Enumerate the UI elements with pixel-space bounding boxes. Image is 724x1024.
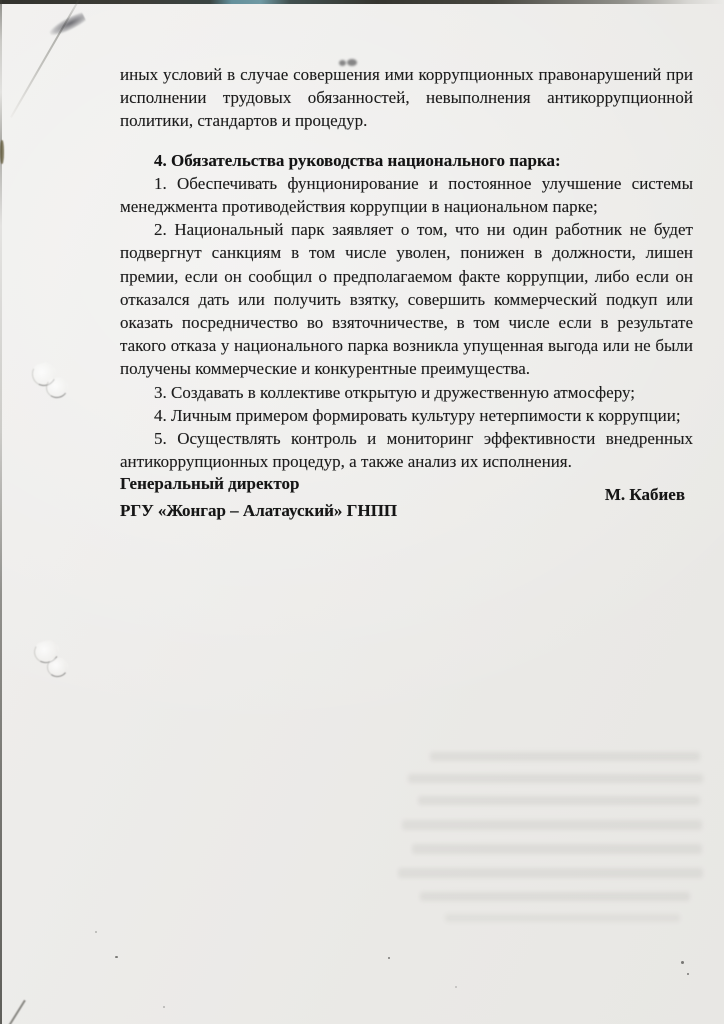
list-item-2: 2. Национальный парк заявляет о том, что ни один работник не будет подвергнут санкциям в том числе уволен, понижен в должности, лишен премии, если он сообщил о предполагаемом факте коррупции, либо если он отказался дать или получить взятку, совершить коммерческий подкуп или оказать посредничество во взяточничестве, в том числе если в результате такого отказа у национального парка возникла упущенная выгода или не были получены коммерческие и конкурентные преимущества. (120, 220, 693, 379)
edge-stain-mark (0, 140, 4, 164)
bleed-through-text (402, 820, 702, 830)
dust-speck (681, 961, 684, 964)
list-item-1: 1. Обеспечивать фунционирование и постоянное улучшение системы менеджмента противодействия коррупции в национальном парке; (120, 173, 693, 217)
dust-speck (388, 957, 390, 959)
crease-shadow-mark (47, 11, 86, 39)
bleed-through-text (412, 844, 702, 854)
bleed-through-text (398, 868, 703, 878)
bleed-through-text (418, 796, 700, 805)
paragraph-continuation: иных условий в случае совершения ими коррупционных правонарушений при исполнении трудовых обязанностей, невыполнения антикоррупционной политики, стандартов и процедур. (120, 65, 693, 131)
bleed-through-text (408, 774, 703, 783)
dust-speck (455, 986, 457, 988)
signer-position-line2: РГУ «Жонгар – Алатауский» ГНПП (120, 501, 398, 520)
signature-block (120, 470, 693, 524)
bleed-through-text (430, 752, 700, 761)
scanner-edge-top (0, 0, 724, 4)
bleed-through-text (445, 914, 680, 922)
dust-speck (163, 1006, 165, 1008)
document-body (120, 63, 693, 473)
bleed-through-text (420, 892, 690, 901)
dust-speck (115, 956, 118, 958)
signer-position-line1: Генеральный директор (120, 474, 300, 493)
list-item-4: 4. Личным примером формировать культуру нетерпимости к коррупции; (154, 405, 681, 425)
corner-crease-mark (8, 1000, 26, 1024)
list-item-5: 5. Осуществлять контроль и мониторинг эффективности внедренных антикоррупционных процедур, а также анализ их исполнения. (120, 429, 693, 472)
signer-position (120, 470, 397, 524)
punch-hole-mark-lower (46, 656, 70, 679)
list-item-3: 3. Создавать в коллективе открытую и дружественную атмосферу; (154, 382, 636, 402)
signer-name: М. Кабиев (604, 485, 685, 504)
dust-speck (687, 973, 689, 975)
section-heading: 4. Обязательства руководства национального парка: (154, 150, 561, 170)
dust-speck (95, 931, 97, 933)
